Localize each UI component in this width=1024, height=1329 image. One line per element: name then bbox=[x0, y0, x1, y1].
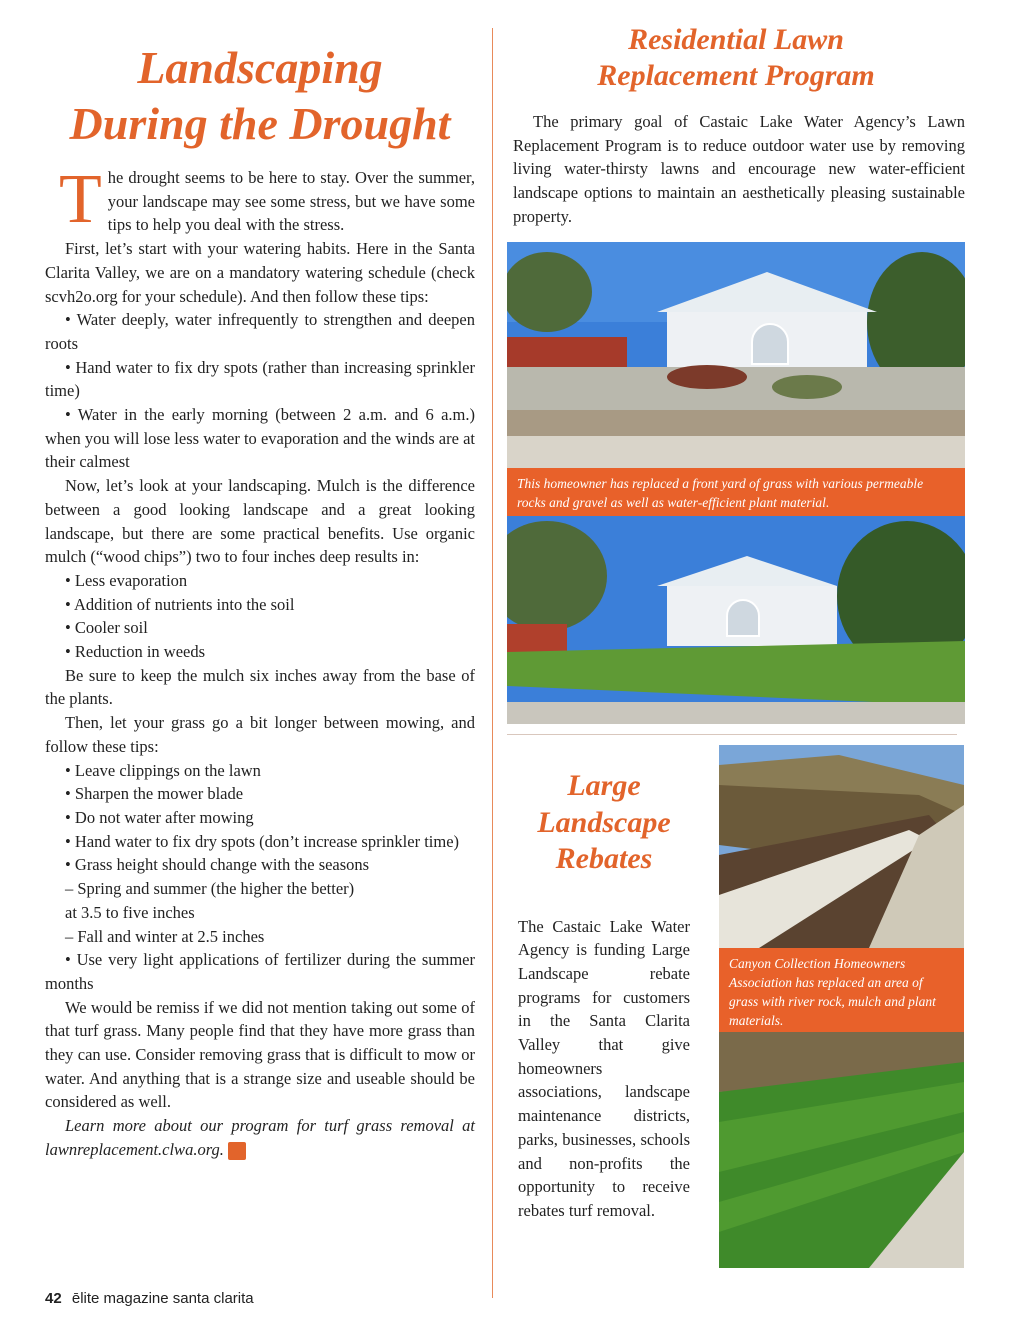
mowing-item: • Leave clippings on the lawn bbox=[65, 760, 261, 780]
tip-item: • Water deeply, water infrequently to strengthen and deepen roots bbox=[45, 310, 475, 353]
rebate-paragraph: The Castaic Lake Water Agency is funding Large Landscape rebate programs for customers in the Santa Clarita Valley that give homeowners associations, landscape maintenance districts, parks, businesses, schools and non-profits the opportunity to receive rebates turf removal. bbox=[518, 916, 690, 1220]
turf-slope-illustration bbox=[719, 1032, 964, 1268]
lawn-house-illustration bbox=[507, 516, 965, 724]
river-rock-photo bbox=[719, 745, 964, 948]
mowing-item: • Grass height should change with the seasons bbox=[65, 855, 370, 875]
sub-item: at 3.5 to five inches bbox=[65, 902, 195, 922]
tip-item: • Hand water to fix dry spots (rather than increasing sprinkler time) bbox=[45, 357, 475, 401]
residential-title: Residential Lawn Replacement Program bbox=[597, 23, 875, 92]
column-divider bbox=[492, 28, 493, 1298]
river-rock-illustration bbox=[719, 745, 964, 948]
left-article bbox=[45, 40, 475, 1162]
title-line-2: During the Drought bbox=[69, 98, 451, 149]
xeriscape-house-photo bbox=[507, 242, 965, 468]
mowing-item: • Sharpen the mower blade bbox=[65, 784, 244, 804]
elite-logo-icon: ê bbox=[228, 1142, 246, 1160]
page-footer bbox=[45, 1290, 254, 1307]
sub-item: – Spring and summer (the higher the better) bbox=[65, 879, 355, 899]
mulch-paragraph: Now, let’s look at your landscaping. Mulch is the difference between a good looking landscape and a great looking landscape, but there are some practical benefits. Use organic mulch (“wood chips”) two to four inches deep results in: bbox=[45, 476, 475, 567]
residential-intro: The primary goal of Castaic Lake Water Agency’s Lawn Replacement Program is to reduce outdoor water use by removing living water-thirsty lawns and encourage new water-efficient landscape options to maintain an aesthetically pleasing sustainable property. bbox=[513, 112, 965, 226]
mowing-item: • Do not water after mowing bbox=[65, 807, 254, 827]
mulch-note: Be sure to keep the mulch six inches away from the base of the plants. bbox=[45, 665, 475, 709]
page-number: 42 bbox=[45, 1290, 62, 1307]
intro-paragraph: The drought seems to be here to stay. Over the summer, your landscape may see some stress, but we have some tips to help you deal with the stress. bbox=[59, 161, 475, 238]
watering-paragraph: First, let’s start with your watering habits. Here in the Santa Clarita Valley, we are on a mandatory watering schedule (check scvh2o.org for your schedule). And then follow these tips: bbox=[45, 239, 475, 306]
mowing-item: • Use very light applications of fertilizer during the summer months bbox=[45, 950, 475, 993]
mowing-paragraph: Then, let your grass go a bit longer between mowing, and follow these tips: bbox=[45, 713, 475, 756]
right-article bbox=[507, 22, 965, 229]
drop-cap: T bbox=[59, 161, 102, 238]
article-title bbox=[45, 40, 475, 152]
turf-slope-photo bbox=[719, 1032, 964, 1268]
photo-caption-2: Canyon Collection Homeowners Association has replaced an area of grass with river rock, mulch and plant materials. bbox=[719, 948, 964, 1032]
large-rebates-title: Large Landscape Rebates bbox=[537, 769, 671, 875]
sub-item: – Fall and winter at 2.5 inches bbox=[65, 926, 265, 946]
lawn-house-photo bbox=[507, 516, 965, 724]
tip-item: • Water in the early morning (between 2 a.m. and 6 a.m.) when you will lose less water to evaporation and the winds are at their calmest bbox=[45, 405, 475, 472]
photo-caption-1: This homeowner has replaced a front yard of grass with various permeable rocks and gravel as well as water-efficient plant material. bbox=[507, 468, 965, 516]
magazine-name: ēlite magazine santa clarita bbox=[71, 1290, 254, 1307]
mulch-item: • Less evaporation bbox=[65, 570, 188, 590]
mulch-item: • Addition of nutrients into the soil bbox=[65, 594, 295, 614]
mulch-item: • Cooler soil bbox=[65, 618, 148, 638]
turf-paragraph: We would be remiss if we did not mention taking out some of that turf grass. Many people find that they have more grass than they can use. Consider removing grass that is difficult to mow or water. And anything that is a strange size and useable should be considered as well. bbox=[45, 997, 475, 1112]
xeriscape-house-illustration bbox=[507, 242, 965, 468]
title-line-1: Landscaping bbox=[137, 42, 383, 93]
learn-more: Learn more about our program for turf grass removal at lawnreplacement.clwa.org. ê bbox=[45, 1116, 475, 1159]
mowing-item: • Hand water to fix dry spots (don’t increase sprinkler time) bbox=[65, 831, 460, 851]
section-divider bbox=[507, 734, 957, 735]
mulch-item: • Reduction in weeds bbox=[65, 642, 206, 662]
